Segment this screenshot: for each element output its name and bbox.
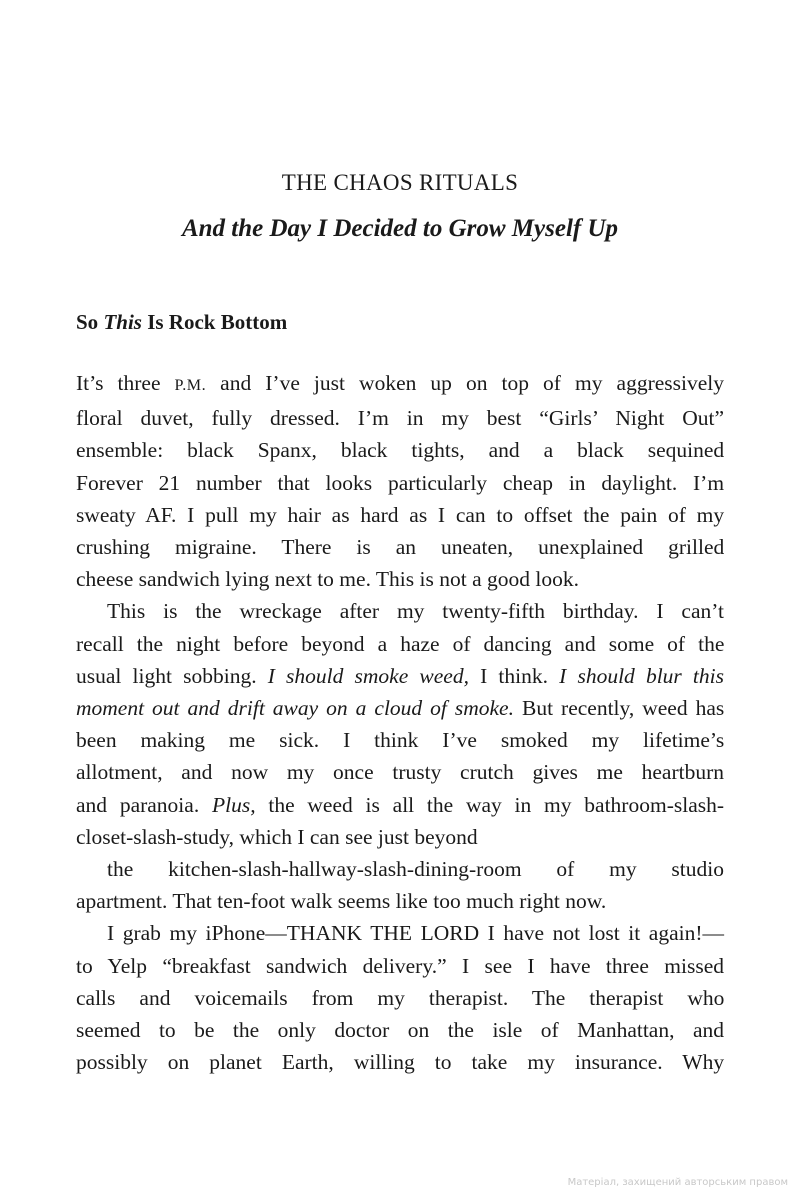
paragraph-3 — [76, 853, 724, 917]
text-run: and paranoia. — [76, 792, 212, 817]
text-line: apartment. That ten-foot walk seems like too much right now. — [76, 889, 607, 914]
text-line: floral duvet, fully dressed. I’m in my best “Girls’ Night Out” — [76, 406, 724, 431]
body-text — [76, 367, 724, 1078]
text-line: calls and voicemails from my therapist. The therapist who — [76, 985, 725, 1010]
text-line: the kitchen-slash-hallway-slash-dining-room of my studio — [107, 857, 724, 882]
text-run: usual light sobbing. — [76, 663, 268, 688]
text-line: recall the night before beyond a haze of dancing and some of the — [76, 631, 725, 656]
section-heading-post: Is Rock Bottom — [141, 310, 288, 334]
paragraph-1 — [76, 367, 724, 595]
italic-run: moment out and drift away on a cloud of smoke. — [76, 696, 514, 721]
copyright-watermark: Матеріал, захищений авторським правом — [567, 1177, 788, 1188]
paragraph-2 — [76, 595, 724, 853]
text-line: allotment, and now my once trusty crutch gives me heartburn — [76, 760, 724, 785]
italic-run: I should blur this — [559, 663, 724, 688]
text-line: Forever 21 number that looks particularly cheap in daylight. I’m — [76, 470, 725, 495]
section-heading-emphasis: This — [103, 310, 142, 334]
section-heading-pre: So — [76, 310, 104, 334]
text-line: been making me sick. I think I’ve smoked my lifetime’s — [76, 728, 725, 753]
paragraph-4 — [76, 917, 724, 1078]
text-run: But recently, weed has — [513, 696, 725, 721]
text-line: possibly on planet Earth, willing to take my insurance. Why — [76, 1050, 725, 1075]
section-heading — [76, 310, 287, 335]
text-line — [76, 367, 724, 402]
text-line — [76, 789, 724, 821]
chapter-subtitle: And the Day I Decided to Grow Myself Up — [181, 215, 619, 242]
text-run: the weed is all the way in my bathroom-slash- — [255, 792, 725, 817]
text-line: crushing migraine. There is an uneaten, unexplained grilled — [76, 535, 725, 560]
text-run: It’s three — [76, 371, 175, 395]
part-title: THE CHAOS RITUALS — [281, 170, 519, 195]
small-caps-run: P.M. — [174, 377, 207, 394]
text-line: cheese sandwich lying next to me. This is not a good look. — [76, 567, 579, 592]
text-run: and I’ve just woken up on top of my aggressively — [206, 371, 724, 395]
text-line — [76, 660, 724, 692]
text-line: sweaty AF. I pull my hair as hard as I can to offset the pain of my — [76, 502, 725, 527]
text-line — [76, 692, 724, 724]
text-line: ensemble: black Spanx, black tights, and a black sequined — [76, 438, 725, 463]
italic-run: Plus, — [211, 792, 256, 817]
text-line: closet-slash-study, which I can see just beyond — [76, 824, 478, 849]
text-line: seemed to be the only doctor on the isle of Manhattan, and — [76, 1018, 724, 1043]
text-line: I grab my iPhone—THANK THE LORD I have not lost it again!— — [107, 921, 724, 946]
italic-run: I should smoke weed, — [267, 663, 469, 688]
text-run: I think. — [468, 663, 560, 688]
text-line: This is the wreckage after my twenty-fifth birthday. I can’t — [107, 599, 724, 624]
text-line: to Yelp “breakfast sandwich delivery.” I see I have three missed — [76, 953, 724, 978]
